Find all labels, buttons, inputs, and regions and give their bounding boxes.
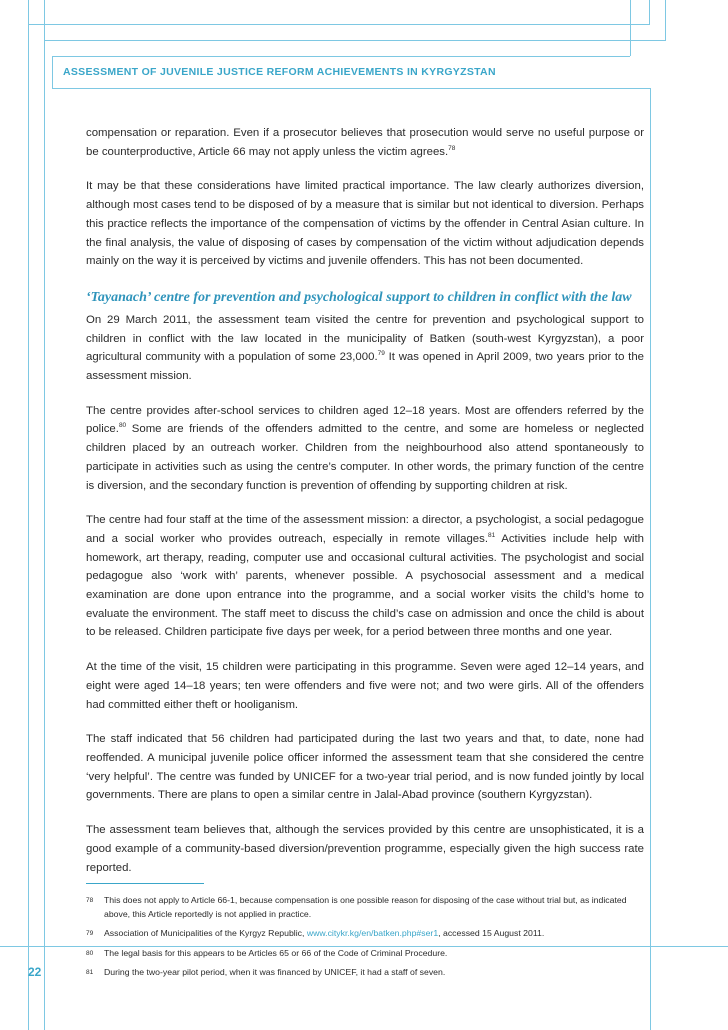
decor-line xyxy=(52,88,651,89)
footnote-link[interactable]: www.citykr.kg/en/batken.php#ser1 xyxy=(306,928,439,939)
footnote xyxy=(86,927,644,941)
paragraph: The centre provides after-school services to children aged 12–18 years. Most are offenders referred by the police.$^{80}$ Some are friends of the offenders admitted to the centre, and some are homeless or neglected children placed by an outreach worker. Children from the neighbourhood also attend spontaneously to participate in activities such as using the centre’s computer. In other words, the primary function of the centre is diversion, and the secondary function is prevention of offending by supporting children at risk. xyxy=(86,404,644,492)
footnote-ref[interactable]: 78 xyxy=(448,144,456,152)
main-content xyxy=(86,124,644,986)
decor-line xyxy=(649,0,650,24)
section-heading: ‘Tayanach’ centre for prevention and psychological support to children in conflict with the law xyxy=(86,289,632,305)
paragraph: At the time of the visit, 15 children were participating in this programme. Seven were aged 12–14 years, and eight were aged 14–18 years; ten were offenders and five were not; and two were girls. All of the offenders had committed either theft or hooliganism. xyxy=(86,661,644,711)
footnote-ref[interactable]: 81 xyxy=(488,532,496,540)
footnote-number: 79 xyxy=(86,930,94,938)
decor-line xyxy=(650,88,651,1030)
decor-line xyxy=(28,0,29,1030)
footnote xyxy=(86,894,644,921)
decor-line xyxy=(52,56,53,88)
footnote-divider xyxy=(86,883,204,884)
decor-line xyxy=(630,0,631,56)
footnote-text: This does not apply to Article 66-1, because compensation is one possible reason for disposing of the case without trial but, as indicated above, this Article reportedly is not applied in practice. xyxy=(104,895,627,919)
decor-line xyxy=(665,0,666,40)
footnote-text: The legal basis for this appears to be Articles 65 or 66 of the Code of Criminal Procedure. xyxy=(104,947,448,958)
running-header: ASSESSMENT OF JUVENILE JUSTICE REFORM ACHIEVEMENTS IN KYRGYZSTAN xyxy=(63,66,496,78)
decor-line xyxy=(28,24,650,25)
footnote-ref[interactable]: 80 xyxy=(118,422,127,430)
footnote-text: Association of Municipalities of the Kyrgyz Republic, www.citykr.kg/en/batken.php#ser1, accessed 15 August 2011. xyxy=(104,928,545,939)
footnote-text: During the two-year pilot period, when it was financed by UNICEF, it had a staff of seven. xyxy=(104,967,446,978)
decor-line xyxy=(44,0,45,1030)
footnote-number: 78 xyxy=(86,897,94,905)
paragraph: It may be that these considerations have limited practical importance. The law clearly authorizes diversion, although most cases tend to be disposed of by a measure that is similar but not identical to diversion. Perhaps this practice reflects the importance of the compensation of victims by the offender in Central Asian culture. In the final analysis, the value of disposing of cases by compensation of the victim without adjudication depends mainly on the way it is perceived by victims and juvenile offenders. This has not been documented. xyxy=(86,180,644,268)
paragraph: The centre had four staff at the time of the assessment mission: a director, a psychologist, a social pedagogue and a social worker who provides outreach, especially in remote villages.$^{81}$ Activities include help with homework, art therapy, reading, computer use and occasional cultural activities. The psychologist and social pedagogue also ‘work with’ parents, whenever possible. A psychosocial assessment and a medical examination are done upon entrance into the programme, and a social worker visits the child’s home to evaluate the environment. The staff meet to discuss the child’s case on admission and once the child is about to be released. Children participate five days per week, for a period between three months and one year. xyxy=(86,514,645,639)
footnote xyxy=(86,966,644,980)
paragraph: The assessment team believes that, although the services provided by this centre are unsophisticated, it is a good example of a community-based diversion/prevention programme, especially given the high success rate reported. xyxy=(86,824,644,874)
footnote-number: 80 xyxy=(86,949,94,957)
footnote xyxy=(86,947,644,961)
paragraph: On 29 March 2011, the assessment team visited the centre for prevention and psychological support to children in conflict with the law located in the municipality of Batken (south-west Kyrgyzstan), a poor agricultural community with a population of some 23,000.79 It was opened in April 2009, two years prior to the assessment mission. xyxy=(86,313,645,383)
footnote-ref[interactable]: 79 xyxy=(377,350,385,358)
decor-line xyxy=(52,56,630,57)
footnote-number: 81 xyxy=(86,969,94,977)
page-number: 22 xyxy=(28,965,42,979)
decor-line xyxy=(44,40,666,41)
paragraph: compensation or reparation. Even if a prosecutor believes that prosecution would serve no useful purpose or be counterproductive, Article 66 may not apply unless the victim agrees.$^{78}$ xyxy=(86,127,644,158)
paragraph: The staff indicated that 56 children had participated during the last two years and that, to date, none had reoffended. A municipal juvenile police officer informed the assessment team that she considered the centre ‘very helpful’. The centre was funded by UNICEF for a two-year trial period, and is now funded jointly by local governments. There are plans to open a similar centre in Jalal-Abad province (southern Kyrgyzstan). xyxy=(86,733,644,802)
